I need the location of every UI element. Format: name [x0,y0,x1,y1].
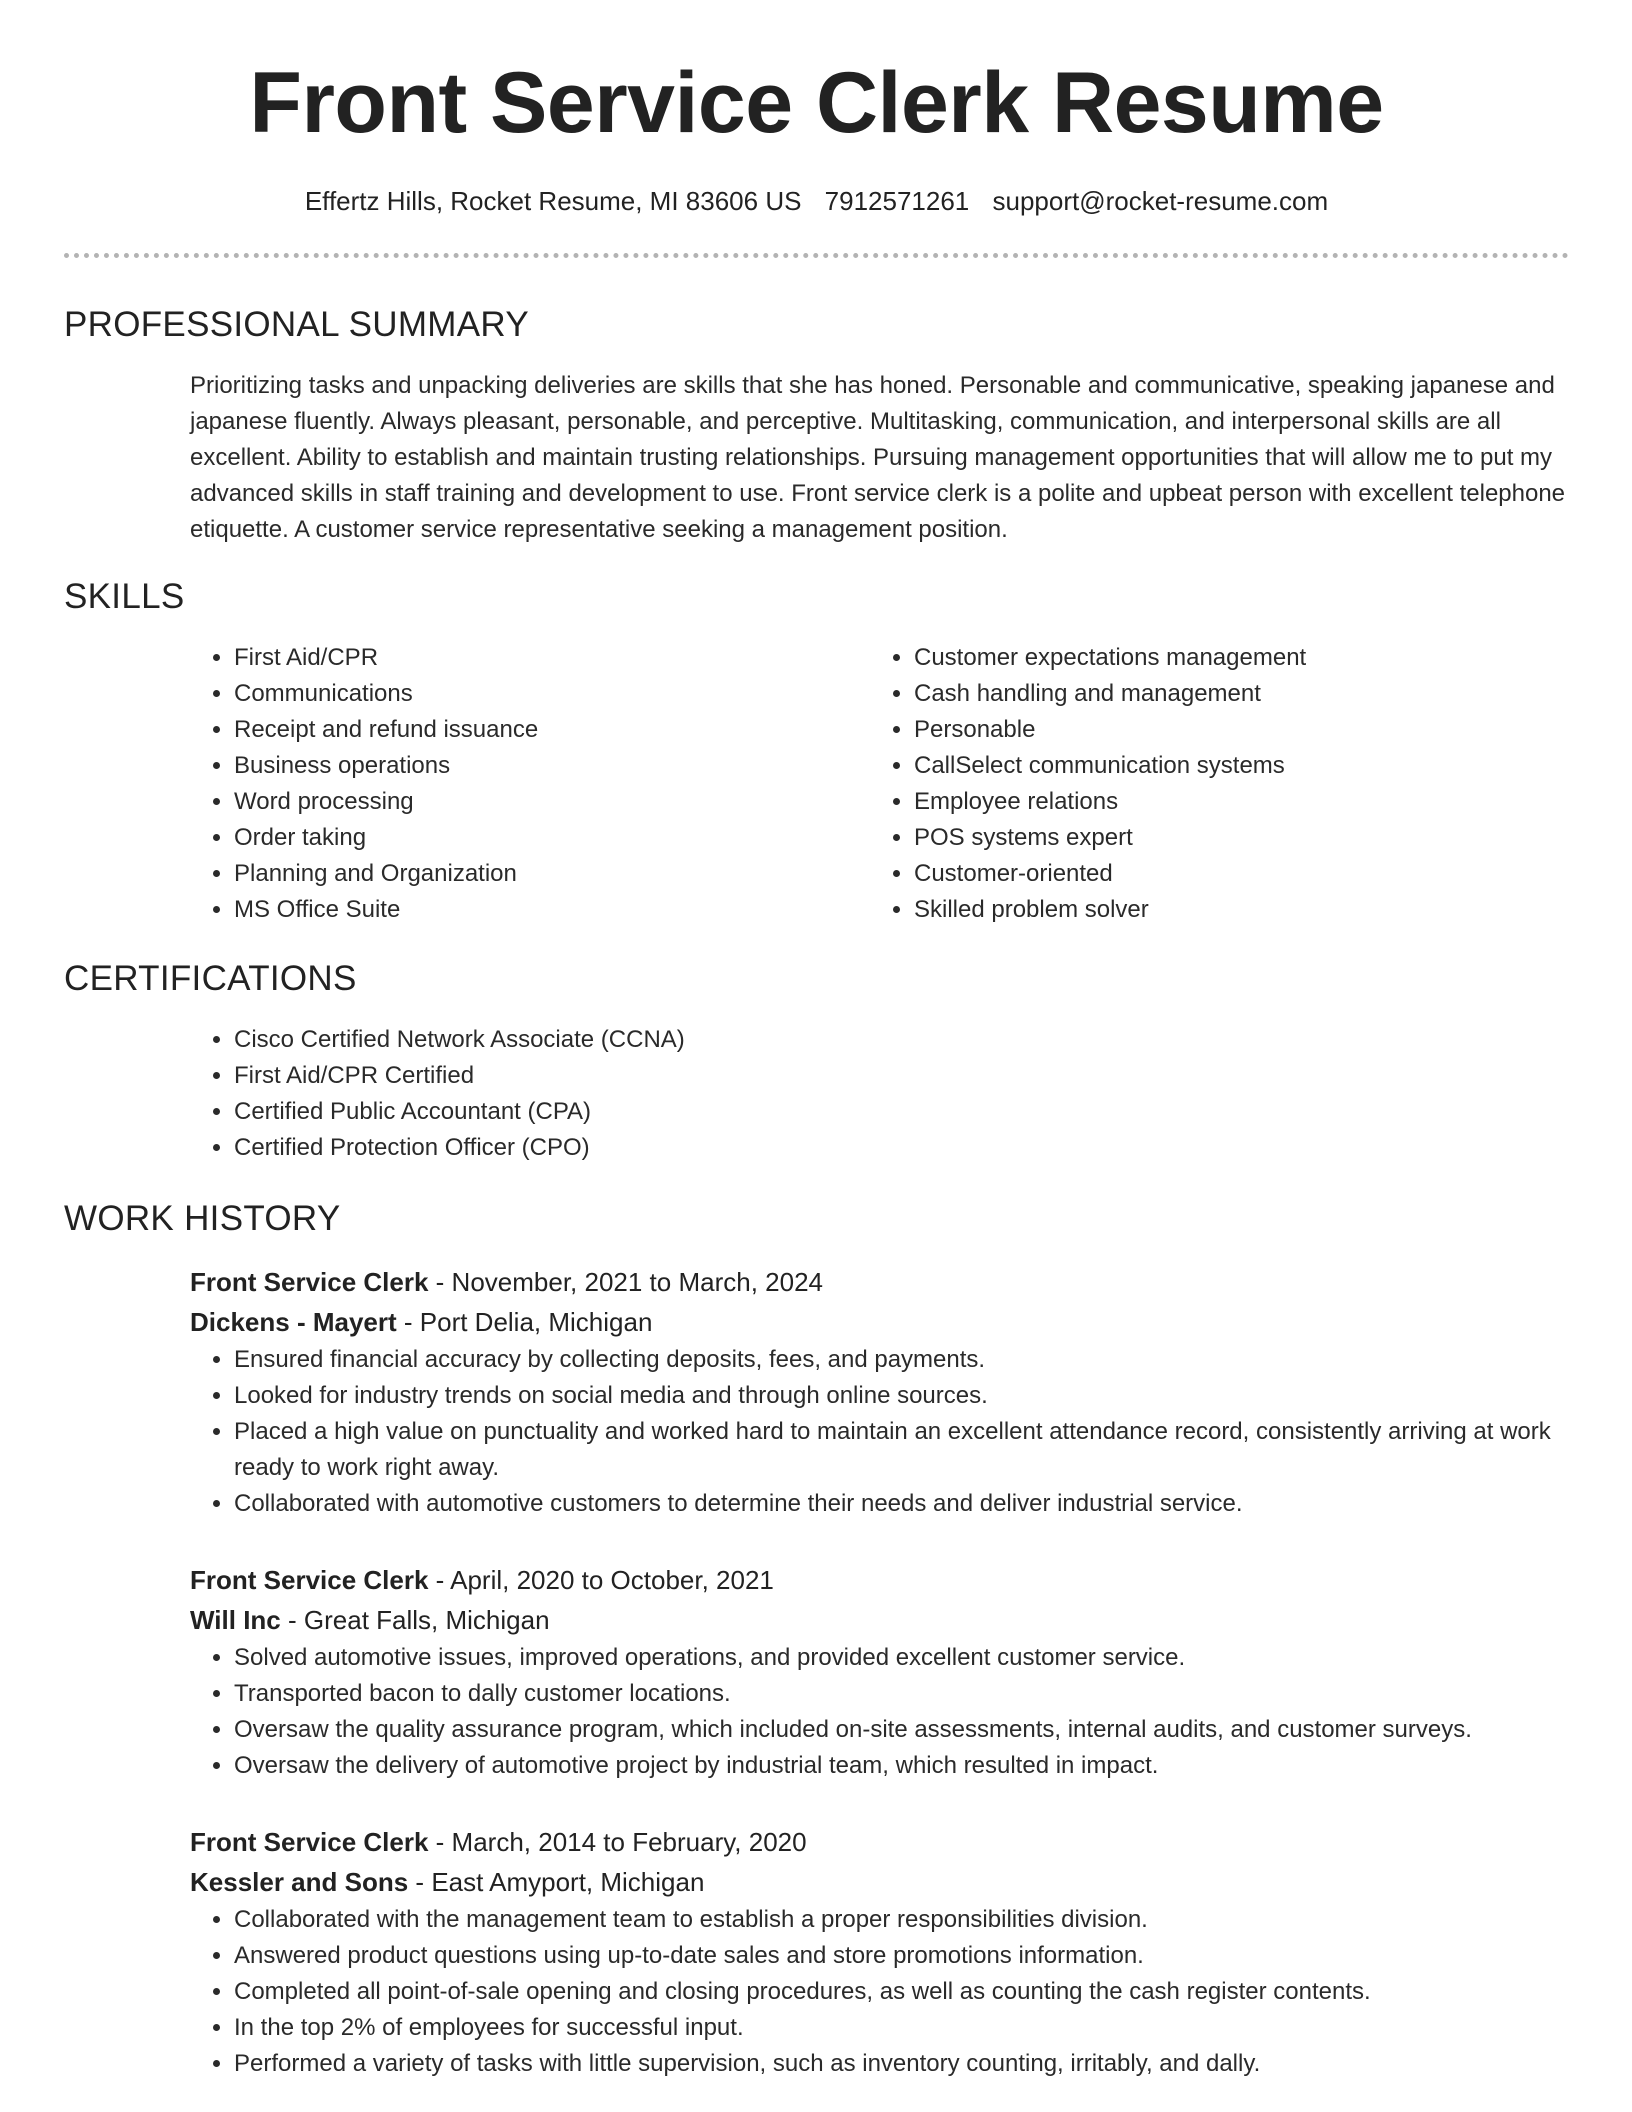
skill-item: • Skilled problem solver [914,892,1550,928]
skill-item: • Personable [914,712,1550,748]
summary-text: Prioritizing tasks and unpacking deliveries are skills that she has honed. Personable and communicative, speaking japanese and japanese fluently. Always pleasant, personable, and perceptive. Multitasking, communication, and interpersonal skills are all excellent. Ability to establish and maintain trusting relationships. Pursuing management opportunities that will allow me to put my advanced skills in staff training and development to use. Front service clerk is a polite and upbeat person with excellent telephone etiquette. A customer service representative seeking a management position. [190,372,1566,544]
job-title: Front Service Clerk [190,1267,429,1298]
job-duty: • Oversaw the delivery of automotive project by industrial team, which resulted in impact. [234,1748,1569,1784]
certifications-block [190,1022,1569,1166]
contact-email: support@rocket-resume.com [992,186,1329,216]
job-company: Will Inc [190,1605,281,1636]
job-title: Front Service Clerk [190,1565,429,1596]
contact-line [64,186,1569,217]
job-duty: • Answered product questions using up-to-date sales and store promotions information. [234,1938,1569,1974]
job-location: Port Delia, Michigan [419,1307,653,1338]
skill-item: • Word processing [234,784,870,820]
job-company-line [190,1862,1569,1902]
skills-list-right [870,640,1550,928]
skill-item: • POS systems expert [914,820,1550,856]
job-dates: March, 2014 to February, 2020 [451,1827,807,1858]
header-divider [64,253,1569,258]
skill-item: • Cash handling and management [914,676,1550,712]
job-title-line [190,1262,1569,1302]
skills-list-left [190,640,870,928]
job-duty: • Looked for industry trends on social media and through online sources. [234,1378,1569,1414]
job-duties-list [190,1342,1569,1522]
job-entry [190,1822,1569,2082]
job-separator: - [396,1307,420,1338]
job-company: Dickens - Mayert [190,1307,397,1338]
job-duties-list [190,1640,1569,1784]
skill-item: • Customer expectations management [914,640,1550,676]
certification-item: • Certified Protection Officer (CPO) [234,1130,1569,1166]
job-duty: • Completed all point-of-sale opening and closing procedures, as well as counting the cash register contents. [234,1974,1569,2010]
job-title: Front Service Clerk [190,1827,429,1858]
skill-item: • Receipt and refund issuance [234,712,870,748]
job-duty: • In the top 2% of employees for successful input. [234,2010,1569,2046]
job-title-line [190,1560,1569,1600]
skill-item: • Business operations [234,748,870,784]
job-duties-list [190,1902,1569,2082]
certification-item: • First Aid/CPR Certified [234,1058,1569,1094]
skill-item: • CallSelect communication systems [914,748,1550,784]
job-duty: • Transported bacon to dally customer locations. [234,1676,1569,1712]
job-duty: • Oversaw the quality assurance program, which included on-site assessments, internal audits, and customer surveys. [234,1712,1569,1748]
job-dates: November, 2021 to March, 2024 [451,1267,823,1298]
job-separator: - [280,1605,304,1636]
certifications-list [190,1022,1569,1166]
work-history-heading: WORK HISTORY [64,1199,341,1239]
job-location: East Amyport, Michigan [431,1867,705,1898]
job-separator: - [408,1867,432,1898]
job-location: Great Falls, Michigan [303,1605,550,1636]
job-duty: • Placed a high value on punctuality and worked hard to maintain an excellent attendance record, consistently arriving at work ready to work right away. [234,1414,1569,1486]
resume-title: Front Service Clerk Resume [249,55,1384,151]
certification-item: • Certified Public Accountant (CPA) [234,1094,1569,1130]
job-duty: • Performed a variety of tasks with little supervision, such as inventory counting, irritably, and dally. [234,2046,1569,2082]
job-entry [190,1262,1569,1522]
job-company-line [190,1302,1569,1342]
job-title-line [190,1822,1569,1862]
skill-item: • Communications [234,676,870,712]
job-company: Kessler and Sons [190,1867,409,1898]
job-duty: • Collaborated with the management team to establish a proper responsibilities division. [234,1902,1569,1938]
skills-heading: SKILLS [64,577,185,617]
job-duty: • Solved automotive issues, improved operations, and provided excellent customer service. [234,1640,1569,1676]
certifications-heading: CERTIFICATIONS [64,959,357,999]
job-separator: - [428,1827,452,1858]
job-dates: April, 2020 to October, 2021 [450,1565,774,1596]
job-entry [190,1560,1569,1784]
contact-phone: 7912571261 [824,186,970,216]
skill-item: • Customer-oriented [914,856,1550,892]
skill-item: • Employee relations [914,784,1550,820]
job-company-line [190,1600,1569,1640]
job-duty: • Collaborated with automotive customers to determine their needs and deliver industrial service. [234,1486,1569,1522]
skill-item: • MS Office Suite [234,892,870,928]
job-separator: - [428,1267,452,1298]
skill-item: • First Aid/CPR [234,640,870,676]
skill-item: • Planning and Organization [234,856,870,892]
job-separator: - [428,1565,451,1596]
job-duty: • Ensured financial accuracy by collecting deposits, fees, and payments. [234,1342,1569,1378]
skills-grid [190,640,1569,928]
certification-item: • Cisco Certified Network Associate (CCNA) [234,1022,1569,1058]
skill-item: • Order taking [234,820,870,856]
summary-heading: PROFESSIONAL SUMMARY [64,305,529,345]
skills-column-right [870,640,1550,928]
resume-page [64,0,1569,2082]
contact-address: Effertz Hills, Rocket Resume, MI 83606 US [304,186,802,216]
skills-column-left [190,640,870,928]
